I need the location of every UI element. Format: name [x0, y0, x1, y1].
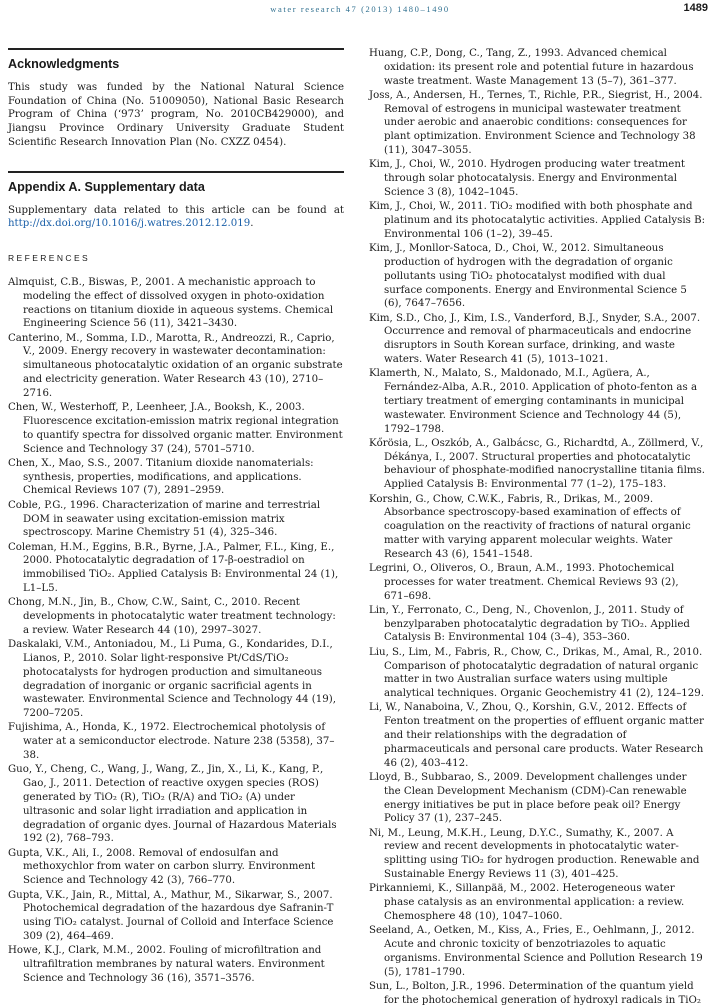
reference-item: Canterino, M., Somma, I.D., Marotta, R., Andreozzi, R., Caprio, V., 2009. Energy recovery in wastewater decontamination: simultaneous photocatalytic oxidation of an organic substrate and electricity generation. Water Research 43 (10), 2710–2716. — [8, 332, 343, 399]
appendix-title: Appendix A. Supplementary data — [8, 179, 205, 194]
reference-item: Gupta, V.K., Jain, R., Mittal, A., Mathur, M., Sikarwar, S., 2007. Photochemical degradation of the hazardous dye Safranin-T using TiO₂ catalyst. Journal of Colloid and Interface Science 309 (2), 464–469. — [8, 889, 334, 942]
reference-item: Kőrösia, L., Oszkób, A., Galbácsc, G., Richardtd, A., Zöllmerd, V., Dékánya, I., 2007. Structural properties and photocatalytic behaviour of phosphate-modified nanocrystalline titania films. Applied Catalysis B: Environmental 77 (1–2), 175–183. — [369, 437, 705, 491]
reference-item: Chen, X., Mao, S.S., 2007. Titanium dioxide nanomaterials: synthesis, properties, modifications, and applications. Chemical Reviews 107 (7), 2891–2959. — [8, 457, 314, 497]
reference-item: Korshin, G., Chow, C.W.K., Fabris, R., Drikas, M., 2009. Absorbance spectroscopy-based examination of effects of coagulation on the reactivity of fractions of natural organic matter with varying apparent molecular weights. Water Research 43 (6), 1541–1548. — [369, 493, 691, 560]
reference-item: Ni, M., Leung, M.K.H., Leung, D.Y.C., Sumathy, K., 2007. A review and recent developments in photocatalytic water-splitting using TiO₂ for hydrogen production. Renewable and Sustainable Energy Reviews 11 (3), 401–425. — [369, 827, 700, 881]
reference-item: Li, W., Nanaboina, V., Zhou, Q., Korshin, G.V., 2012. Effects of Fenton treatment on the properties of effluent organic matter and their relationships with the degradation of pharmaceuticals and personal care products. Water Research 46 (2), 403–412. — [369, 702, 704, 769]
supplementary-doi-link[interactable]: http://dx.doi.org/10.1016/j.watres.2012.12.019 — [8, 218, 251, 230]
reference-item: Kim, J., Monllor-Satoca, D., Choi, W., 2012. Simultaneous production of hydrogen with the degradation of organic pollutants using TiO₂ photocatalyst modified with dual surface components. Energy and Environmental Science 5 (6), 7647–7656. — [369, 243, 687, 310]
appendix-sentence: Supplementary data related to this article can be found at — [8, 204, 344, 216]
running-head: water research 47 (2013) 1480–1490 — [270, 4, 450, 14]
references-heading: REFERENCES — [8, 253, 91, 264]
reference-item: Pirkanniemi, K., Sillanpää, M., 2002. Heterogeneous water phase catalysis as an environmental application: a review. Chemosphere 48 (10), 1047–1060. — [369, 883, 685, 922]
reference-item: Kim, J., Choi, W., 2011. TiO₂ modified with both phosphate and platinum and its photocatalytic activities. Applied Catalysis B: Environmental 106 (1–2), 39–45. — [369, 201, 705, 240]
reference-item: Kim, J., Choi, W., 2010. Hydrogen producing water treatment through solar photocatalysis. Energy and Environmental Science 3 (8), 1042–1045. — [369, 159, 685, 198]
reference-item: Seeland, A., Oetken, M., Kiss, A., Fries, E., Oehlmann, J., 2012. Acute and chronic toxicity of benzotriazoles to aquatic organisms. Environmental Science and Pollution Research 19 (5), 1781–1790. — [369, 925, 703, 978]
reference-item: Coleman, H.M., Eggins, B.R., Byrne, J.A., Palmer, F.L., King, E., 2000. Photocatalytic degradation of 17-β-oestradiol on immobilised TiO₂. Applied Catalysis B: Environmental 24 (1), L1–L5. — [8, 541, 339, 594]
reference-item: Fujishima, A., Honda, K., 1972. Electrochemical photolysis of water at a semiconductor electrode. Nature 238 (5358), 37–38. — [8, 722, 335, 762]
reference-item: Almquist, C.B., Biswas, P., 2001. A mechanistic approach to modeling the effect of dissolved oxygen in photo-oxidation reactions on titanium dioxide in aqueous systems. Chemical Engineering Science 56 (11), 3421–3430. — [8, 276, 334, 330]
reference-item: Legrini, O., Oliveros, O., Braun, A.M., 1993. Photochemical processes for water treatment. Chemical Reviews 93 (2), 671–698. — [369, 562, 679, 602]
page-number: 1489 — [683, 2, 708, 14]
reference-item: Liu, S., Lim, M., Fabris, R., Chow, C., Drikas, M., Amal, R., 2010. Comparison of photocatalytic degradation of natural organic matter in two Australian surface waters using multiple analytical techniques. Organic Geochemistry 41 (2), 124–129. — [369, 646, 704, 700]
appendix-text — [8, 204, 344, 232]
reference-item: Kim, S.D., Cho, J., Kim, I.S., Vanderford, B.J., Snyder, S.A., 2007. Occurrence and removal of pharmaceuticals and endocrine disruptors in South Korean surface, drinking, and waste waters. Water Research 41 (5), 1013–1021. — [369, 312, 701, 366]
reference-item: Lin, Y., Ferronato, C., Deng, N., Chovenlon, J., 2011. Study of benzylparaben photocatalytic degradation by TiO₂. Applied Catalysis B: Environmental 104 (3–4), 353–360. — [369, 604, 690, 644]
reference-list-right — [369, 47, 705, 1007]
reference-item: Huang, C.P., Dong, C., Tang, Z., 1993. Advanced chemical oxidation: its present role and potential future in hazardous waste treatment. Waste Management 13 (5–7), 361–377. — [369, 48, 694, 87]
reference-item: Joss, A., Andersen, H., Ternes, T., Richle, P.R., Siegrist, H., 2004. Removal of estrogens in municipal wastewater treatment under aerobic and anaerobic conditions: consequences for plant optimization. Environment Science and Technology 38 (11), 3047–3055. — [369, 89, 703, 157]
reference-item: Chong, M.N., Jin, B., Chow, C.W., Saint, C., 2010. Recent developments in photocatalytic water treatment technology: a review. Water Research 44 (10), 2997–3027. — [8, 597, 336, 636]
reference-item: Chen, W., Westerhoff, P., Leenheer, J.A., Booksh, K., 2003. Fluorescence excitation-emission matrix regional integration to quantify spectra for dissolved organic matter. Environment Science and Technology 37 (24), 5701–5710. — [8, 402, 343, 455]
reference-item: Sun, L., Bolton, J.R., 1996. Determination of the quantum yield for the photochemical generation of hydroxyl radicals in TiO₂ — [369, 980, 701, 1006]
reference-list-left — [8, 276, 344, 986]
left-column — [8, 48, 344, 986]
appendix-period: . — [250, 218, 254, 230]
page-header — [8, 0, 712, 16]
reference-item: Guo, Y., Cheng, C., Wang, J., Wang, Z., Jin, X., Li, K., Kang, P., Gao, J., 2011. Detection of reactive oxygen species (ROS) generated by TiO₂ (R), TiO₂ (R/A) and TiO₂ (A) under ultrasonic and solar light irradiation and application in degradation of organic dyes. Journal of Hazardous Materials 192 (2), 768–793. — [8, 764, 337, 845]
section-rule — [8, 48, 344, 50]
reference-item: Lloyd, B., Subbarao, S., 2009. Development challenges under the Clean Development Mechanism (CDM)-Can renewable energy initiatives be put in place before peak oil? Energy Policy 37 (1), 237–245. — [369, 771, 687, 825]
acknowledgments-text: This study was funded by the National Natural Science Foundation of China (No. 51009050), National Basic Research Program of China (‘973’ program, No. 2010CB429000), and Jiangsu Province Ordinary University Graduate Student Scientific Research Innovation Plan (No. CXZZ 0454). — [8, 81, 344, 148]
reference-item: Coble, P.G., 1996. Characterization of marine and terrestrial DOM in seawater using excitation-emission matrix spectroscopy. Marine Chemistry 51 (4), 325–346. — [8, 499, 321, 539]
right-column — [369, 48, 705, 1008]
reference-item: Klamerth, N., Malato, S., Maldonado, M.I., Agüera, A., Fernández-Alba, A.R., 2010. Application of photo-fenton as a tertiary treatment of emerging contaminants in municipal wastewater. Environment Science and Technology 44 (5), 1792–1798. — [369, 368, 698, 435]
reference-item: Gupta, V.K., Ali, I., 2008. Removal of endosulfan and methoxychlor from water on carbon slurry. Environment Science and Technology 42 (3), 766–770. — [8, 847, 316, 887]
reference-item: Howe, K.J., Clark, M.M., 2002. Fouling of microfiltration and ultrafiltration membranes by natural waters. Environment Science and Technology 36 (16), 3571–3576. — [8, 945, 325, 984]
reference-item: Daskalaki, V.M., Antoniadou, M., Li Puma, G., Kondarides, D.I., Lianos, P., 2010. Solar light-responsive Pt/CdS/TiO₂ photocatalysts for hydrogen production and simultaneous degradation of inorganic or organic sacrificial agents in wastewater. Environmental Science and Technology 44 (19), 7200–7205. — [8, 639, 336, 720]
section-rule — [8, 171, 344, 173]
acknowledgments-title: Acknowledgments — [8, 57, 120, 71]
